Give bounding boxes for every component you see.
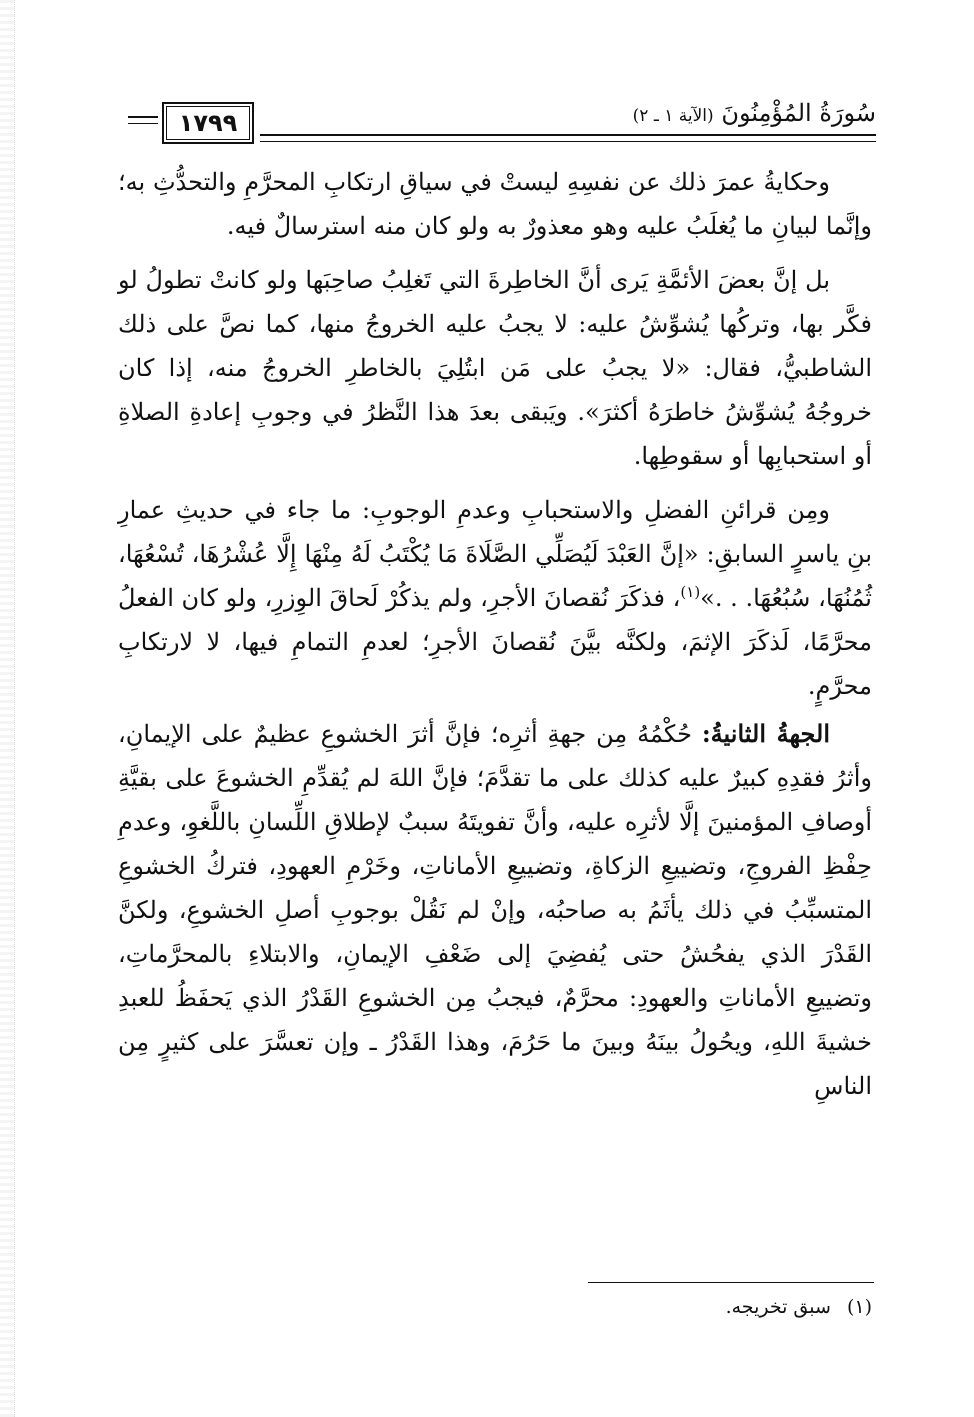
page-header	[128, 96, 876, 144]
paragraph-4-text: حُكْمُهُ مِن جهةِ أثرِه؛ فإنَّ أثرَ الخشوعِ عظيمٌ على الإيمانِ، وأثرُ فقدِهِ كبيرٌ عليه كذلك على ما تقدَّمَ؛ فإنَّ اللهَ لم يُقدِّمِ الخشوعَ على بقيَّةِ أوصافِ المؤمنينَ إلَّا لأثرِه عليه، وأنَّ تفويتَهُ سببٌ لإطلاقِ اللِّسانِ باللَّغوِ، وعدمِ حِفْظِ الفروجِ، وتضييعِ الزكاةِ، وتضييعِ الأماناتِ، وخَرْمِ العهودِ، فتركُ الخشوعِ المتسبِّبُ في ذلك يأثَمُ به صاحبُه، وإنْ لم نَقُلْ بوجوبِ أصلِ الخشوعِ، ولكنَّ القَدْرَ الذي يفحُشُ حتى يُفضِيَ إلى ضَعْفِ الإيمانِ، والابتلاءِ بالمحرَّماتِ، وتضييعِ الأماناتِ والعهودِ: محرَّمٌ، فيجبُ مِن الخشوعِ القَدْرُ الذي يَحفَظُ للعبدِ خشيةَ اللهِ، ويحُولُ بينَهُ وبينَ ما حَرُمَ، وهذا القَدْرُ ـ وإن تعسَّرَ على كثيرٍ مِن الناسِ	[118, 720, 873, 1100]
paragraph-3	[118, 488, 872, 708]
header-rule	[260, 134, 876, 142]
surah-title: سُورَةُ المُؤْمِنُونَ	[721, 99, 876, 127]
page-number: ١٧٩٩	[162, 102, 254, 144]
hadith-quote: ومِن قرائنِ الفضلِ والاستحبابِ وعدمِ الوجوبِ: ما جاء في حديثِ عمارِ بنِ ياسرٍ السابقِ: «إنَّ العَبْدَ لَيُصَلِّي الصَّلَاةَ مَا يُكْتَبُ لَهُ مِنْهَا إِلَّا عُشْرُهَا، تُسْعُهَا، ثُمُنُهَا، سُبُعُهَا. . .»	[118, 496, 872, 612]
paragraph-2: بل إنَّ بعضَ الأئمَّةِ يَرى أنَّ الخاطِرةَ التي تَغلِبُ صاحِبَها ولو كانتْ تطولُ لو فكَّر بها، وتركُها يُشوِّشُ عليه: لا يجبُ عليه الخروجُ منها، كما نصَّ على ذلك الشاطبيُّ، فقال: «لا يجبُ على مَن ابتُلِيَ بالخاطرِ الخروجُ منه، إذا كان خروجُهُ يُشوِّشُ خاطرَهُ أكثرَ». ويَبقى بعدَ هذا النَّظرُ في وجوبِ إعادةِ الصلاةِ أو استحبابِها أو سقوطِها.	[118, 266, 872, 470]
page-body	[118, 160, 872, 1118]
footnote-1	[726, 1292, 872, 1322]
footnote-number: (١)	[846, 1296, 872, 1318]
section-heading: الجهةُ الثانيةُ:	[701, 719, 830, 748]
running-title	[633, 96, 876, 133]
scan-edge	[0, 0, 15, 1417]
footnote-rule	[588, 1282, 874, 1283]
paragraph-3-continuation: ، فذكَرَ نُقصانَ الأجرِ، ولم يذكُرْ لَحاقَ الوِزرِ، ولو كان الفعلُ محرَّمًا، لَذكَرَ الإثمَ، ولكنَّه بيَّنَ نُقصانَ الأجرِ؛ لعدمِ التمامِ فيها، لا لارتكابِ محرَّمٍ.	[118, 584, 872, 700]
paragraph-1: وحكايةُ عمرَ ذلك عن نفسِهِ ليستْ في سياقِ ارتكابِ المحرَّمِ والتحدُّثِ به؛ وإنَّما لبيانِ ما يُغلَبُ عليه وهو معذورٌ به ولو كان منه استرسالٌ فيه.	[118, 168, 872, 240]
footnote-text: سبق تخريجه.	[725, 1296, 831, 1318]
ayah-range: (الآية ١ ـ ٢)	[632, 106, 714, 126]
page-number-bar	[128, 116, 158, 124]
footnote-ref-1[interactable]: (١)	[680, 583, 701, 601]
paragraph-4	[118, 712, 872, 1108]
